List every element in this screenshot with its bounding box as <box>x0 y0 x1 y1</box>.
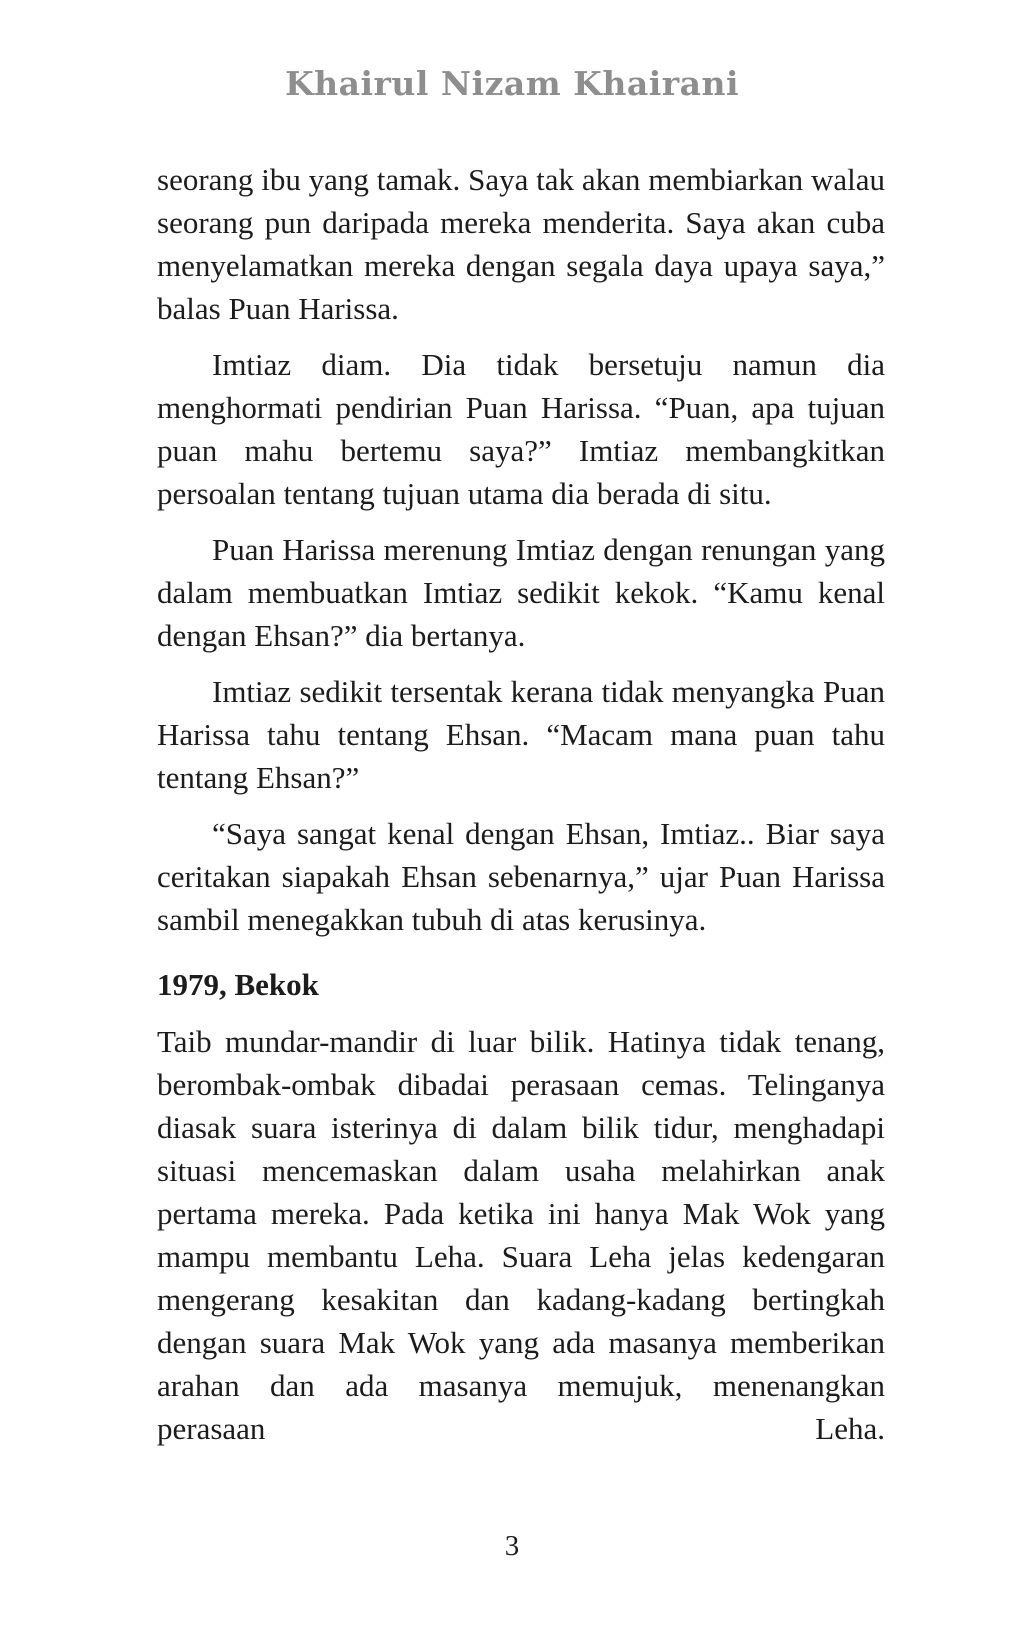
section-paragraph: Taib mundar-mandir di luar bilik. Hatinya tidak tenang, berombak-ombak dibadai perasaan cemas. Telinganya diasak suara isterinya di dalam bilik tidur, menghadapi situasi mencemaskan dalam usaha melahirkan anak pertama mereka. Pada ketika ini hanya Mak Wok yang mampu membantu Leha. Suara Leha jelas kedengaran mengerang kesakitan dan kadang-kadang bertingkah dengan suara Mak Wok yang ada masanya memberikan arahan dan ada masanya memujuk, menenangkan perasaan Leha. <box>157 1024 885 1446</box>
paragraph-2: Imtiaz diam. Dia tidak bersetuju namun dia menghormati pendirian Puan Harissa. “Puan, apa tujuan puan mahu bertemu saya?” Imtiaz membangkitkan persoalan tentang tujuan utama dia berada di situ. <box>157 347 885 511</box>
paragraph-4: Imtiaz sedikit tersentak kerana tidak menyangka Puan Harissa tahu tentang Ehsan. “Macam mana puan tahu tentang Ehsan?” <box>157 674 885 795</box>
paragraph-3: Puan Harissa merenung Imtiaz dengan renungan yang dalam membuatkan Imtiaz sedikit kekok. “Kamu kenal dengan Ehsan?” dia bertanya. <box>157 532 885 653</box>
page-number: 3 <box>504 1530 520 1562</box>
body-text <box>157 158 885 1463</box>
running-header-author: Khairul Nizam Khairani <box>284 64 740 103</box>
paragraph-5: “Saya sangat kenal dengan Ehsan, Imtiaz.. Biar saya ceritakan siapakah Ehsan sebenarnya,” ujar Puan Harissa sambil menegakkan tubuh di atas kerusinya. <box>157 816 885 937</box>
section-heading: 1979, Bekok <box>157 967 319 1002</box>
paragraph-1: seorang ibu yang tamak. Saya tak akan membiarkan walau seorang pun daripada mereka menderita. Saya akan cuba menyelamatkan mereka dengan segala daya upaya saya,” balas Puan Harissa. <box>157 162 885 326</box>
